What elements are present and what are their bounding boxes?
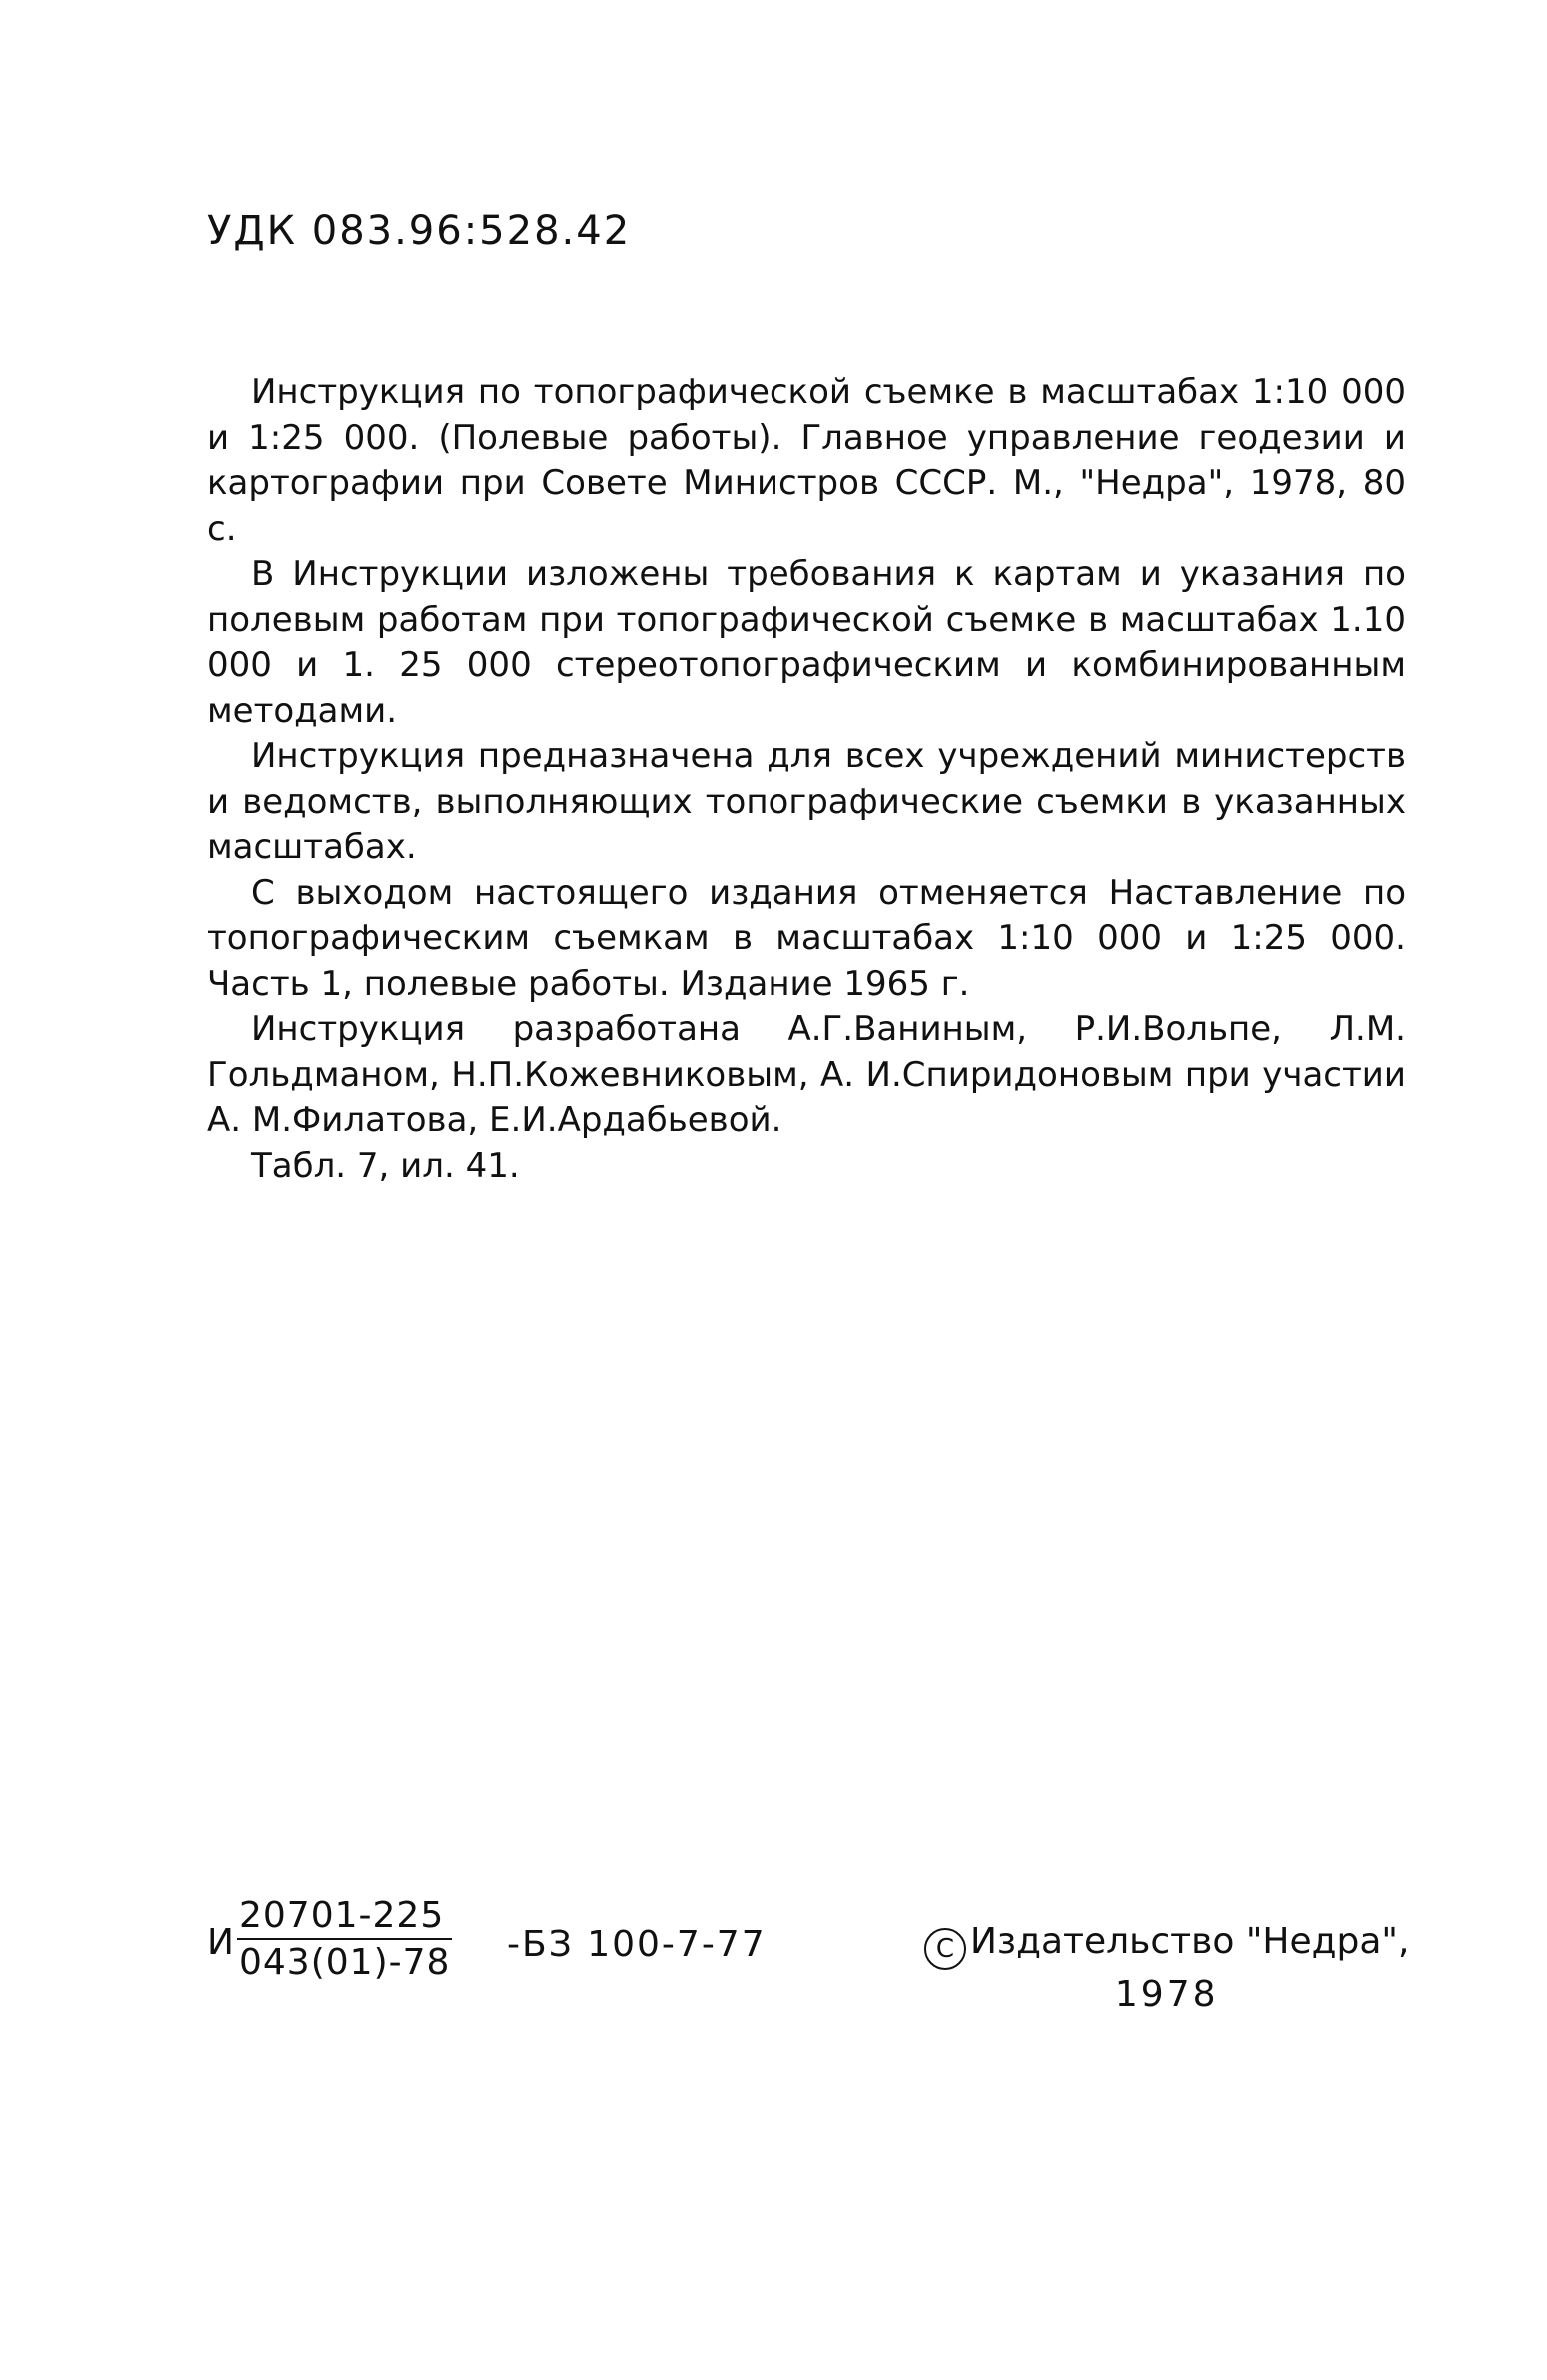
tables-illustrations-note: Табл. 7, ил. 41. [251,1145,520,1186]
publisher-copyright [924,1917,1409,2020]
catalog-denominator: 043(01)-78 [239,1942,451,1983]
publisher-name: Издательство "Недра", [970,1921,1410,1962]
catalog-bz-code: -БЗ 100-7-77 [507,1924,767,1965]
catalog-fraction [237,1894,452,1986]
paragraph-authors: Инструкция разработана А.Г.Ваниным, Р.И.Вольпе, Л.М. Гольдманом, Н.П.Кожевниковым, А. И.Спиридоновым при участии А. М.Филатова, Е.И.Ардабьевой. [207,1009,1406,1140]
copyright-icon: C [924,1928,966,1970]
paragraph-contents: В Инструкции изложены требования к картам и указания по полевым работам при топографической съемке в масштабах 1.10 000 и 1. 25 000 стереотопографическим и комбинированным методами. [207,554,1406,731]
publisher-year: 1978 [1114,1974,1219,2015]
paragraph-supersedes: С выходом настоящего издания отменяется Наставление по топографическим съемкам в масштабах 1:10 000 и 1:25 000. Часть 1, полевые работы. Издание 1965 г. [207,872,1406,1004]
paragraph-bibliographic: Инструкция по топографической съемке в масштабах 1:10 000 и 1:25 000. (Полевые работы). Главное управление геодезии и картографии при Совете Министров СССР. М., "Недра", 1978, 80 с. [207,372,1406,549]
udk-code: УДК 083.96:528.42 [207,208,632,254]
catalog-prefix: И [207,1922,234,1963]
annotation-text [207,370,1406,1189]
catalog-numerator: 20701-225 [237,1894,452,1940]
paragraph-audience: Инструкция предназначена для всех учреждений министерств и ведомств, выполняющих топографические съемки в указанных масштабах. [207,736,1406,867]
